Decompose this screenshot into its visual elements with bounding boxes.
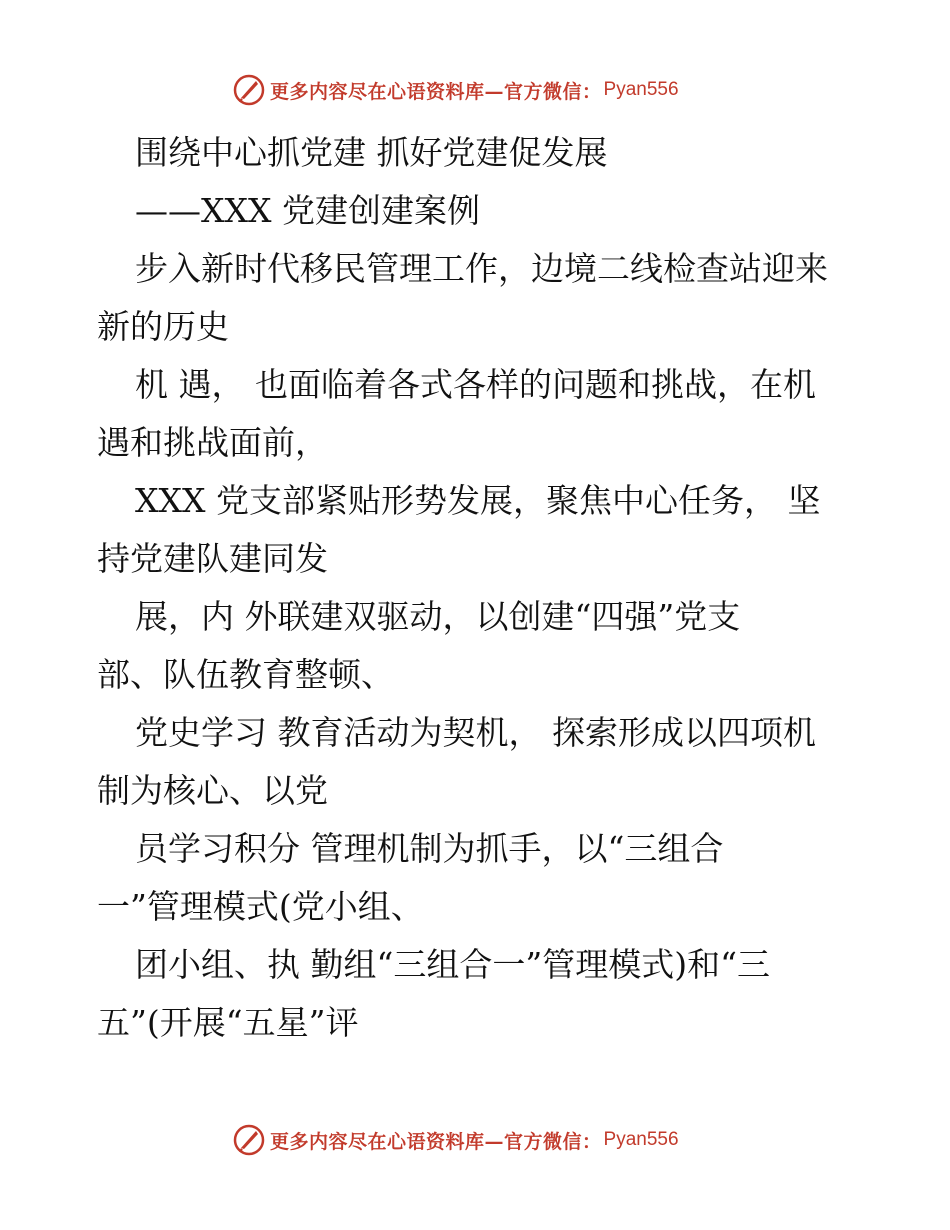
document-body [97, 124, 857, 1052]
paragraph-line: 制为核心、以党 [97, 771, 328, 810]
paragraph-line: 部、队伍教育整顿、 [97, 655, 394, 694]
paragraph-line: 持党建队建同发 [97, 539, 328, 578]
paragraph-line: 一”管理模式(党小组、 [97, 887, 424, 926]
header-watermark [232, 72, 679, 108]
document-title: 围绕中心抓党建 抓好党建促发展 [135, 133, 608, 172]
watermark-wechat-id: Pyan556 [603, 79, 679, 100]
paragraph-line: 团小组、执 勤组“三组合一”管理模式)和“三 [135, 945, 770, 984]
paragraph-line: 新的历史 [97, 307, 229, 346]
paragraph-line: XXX 党支部紧贴形势发展，聚焦中心任务， 坚 [135, 481, 821, 520]
watermark-text: 更多内容尽在心语资料库—官方微信： [270, 1130, 602, 1153]
paragraph-line: 机 遇， 也面临着各式各样的问题和挑战，在机 [135, 365, 816, 404]
feather-pen-icon [232, 73, 266, 107]
paragraph-line: 员学习积分 管理机制为抓手，以“三组合 [135, 829, 724, 868]
paragraph-line: 五”(开展“五星”评 [97, 1003, 359, 1042]
watermark-text: 更多内容尽在心语资料库—官方微信： [270, 80, 602, 103]
watermark-wechat-id: Pyan556 [603, 1129, 679, 1150]
footer-watermark [232, 1122, 679, 1158]
paragraph-line: 遇和挑战面前， [97, 423, 328, 462]
document-subtitle: ——XXX 党建创建案例 [135, 191, 480, 230]
paragraph-line: 党史学习 教育活动为契机， 探索形成以四项机 [135, 713, 816, 752]
paragraph-line: 展，内 外联建双驱动，以创建“四强”党支 [135, 597, 741, 636]
paragraph-line: 步入新时代移民管理工作，边境二线检查站迎来 [135, 249, 828, 288]
feather-pen-icon [232, 1123, 266, 1157]
